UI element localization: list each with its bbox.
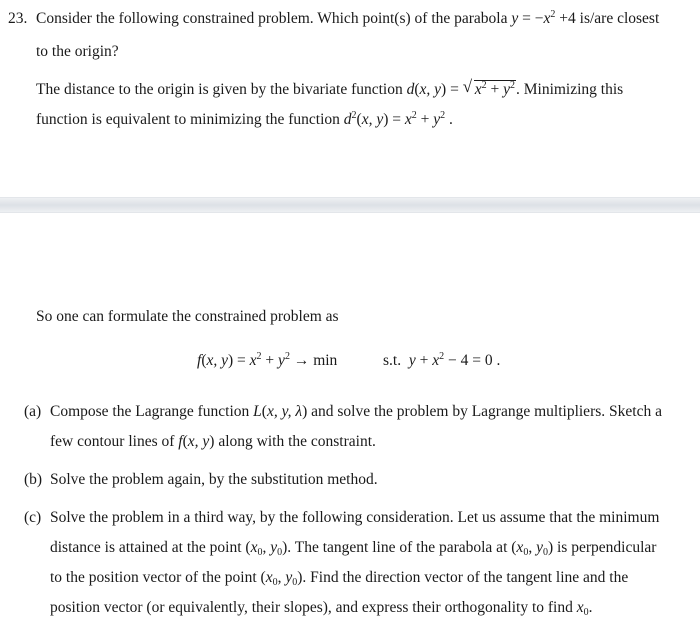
lagrange-function: L xyxy=(253,403,262,420)
part-c-line4: position vector (or equivalently, their slopes), and express their orthogonality to find $x_0$. xyxy=(50,599,593,618)
part-c-line3: to the position vector of the point ($x_0$, $y_0$). Find the direction vector of the tangent line and the xyxy=(50,569,629,588)
part-c-line2: distance is attained at the point ($x_0$, $y_0$). The tangent line of the parabola at ($x_0$, $y_0$) is perpendicular xyxy=(50,539,657,558)
parabola-equation: y xyxy=(511,10,519,27)
minimize-arrow: → min xyxy=(293,352,338,369)
problem-intro-line1: Consider the following constrained problem. Which point(s) of the parabola $y = -x^2 +4$ is/are closest xyxy=(36,9,660,27)
part-c-line1: Solve the problem in a third way, by the following consideration. Let us assume that the minimum xyxy=(50,509,660,526)
distance-line2: function is equivalent to minimizing the function $d^2(x$, $y) = x^2 + y^2$ . xyxy=(36,110,453,128)
problem-intro-line2: to the origin? xyxy=(36,43,119,60)
distance-function: d xyxy=(406,81,415,98)
formulation-intro: So one can formulate the constrained problem as xyxy=(36,308,339,325)
intro-text: Consider the following constrained problem. Which point(s) of the parabola xyxy=(36,10,508,27)
distance-text: The distance to the origin is given by the bivariate function xyxy=(36,81,403,98)
part-c-label: (c) xyxy=(24,509,42,526)
objective-function: f(x, $y) = x^2 + y^2 \to \min$ xyxy=(197,351,338,369)
part-b-text: Solve the problem again, by the substitution method. xyxy=(50,471,378,488)
sqrt-expression: √ $x^2 + y^2$ xyxy=(462,77,515,98)
part-a-label: (a) xyxy=(24,403,42,420)
squared-distance-function: d xyxy=(343,111,352,128)
intro-suffix: is/are closest xyxy=(579,10,660,27)
distance-line2-text: function is equivalent to minimizing the function xyxy=(36,111,340,128)
st-label: s.t. xyxy=(383,352,402,369)
constraint: s.t. $y + x^2 - 4 = 0$ . xyxy=(383,351,501,369)
problem-number: 23. xyxy=(8,10,28,27)
distance-line1: The distance to the origin is given by the bivariate function d(x, y) = √ $x^2 + y^2$. Minimizing this xyxy=(36,77,624,98)
part-b-label: (b) xyxy=(24,471,43,488)
part-a-line2: few contour lines of f(x, y) along with the constraint. xyxy=(50,433,376,450)
distance-suffix: . Minimizing this xyxy=(515,81,624,98)
page-divider xyxy=(0,197,700,213)
part-a-line1: Compose the Lagrange function L(x, y, λ) and solve the problem by Lagrange multipliers. Sketch a xyxy=(50,403,662,420)
